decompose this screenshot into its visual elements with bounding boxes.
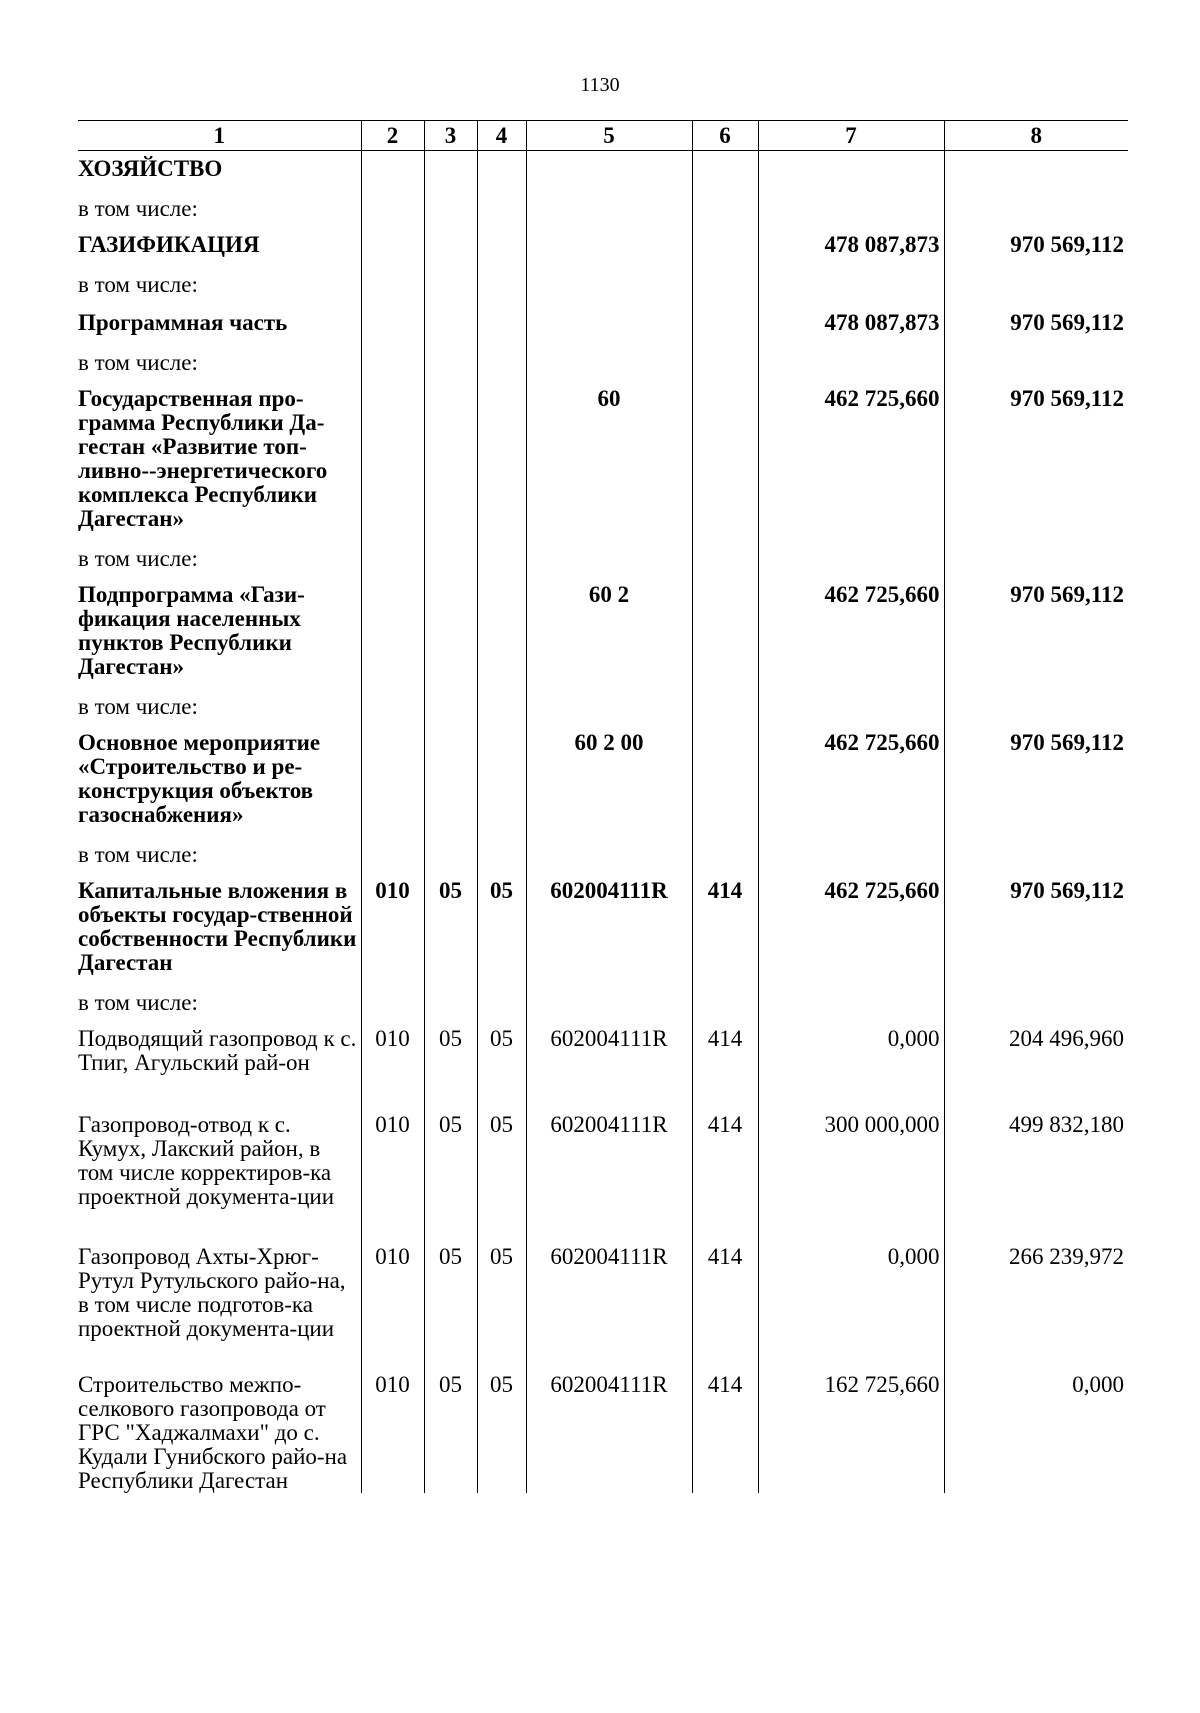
amount-7-cell <box>758 191 944 227</box>
row-name-cell: ГАЗИФИКАЦИЯ <box>78 231 260 257</box>
code-4-cell <box>477 725 526 837</box>
code-2-cell: 010 <box>361 1107 424 1239</box>
header-col-8: 8 <box>944 121 1128 151</box>
code-5-cell <box>526 267 692 305</box>
amount-8-cell: 266 239,972 <box>944 1239 1128 1367</box>
code-3-cell <box>424 151 477 191</box>
code-3-cell: 05 <box>424 1021 477 1107</box>
code-5-cell: 602004111R <box>526 1239 692 1367</box>
code-6-cell <box>692 191 758 227</box>
code-3-cell: 05 <box>424 873 477 985</box>
table-row <box>78 381 1128 541</box>
table-row <box>78 227 1128 267</box>
amount-7-cell <box>758 267 944 305</box>
table-row <box>78 577 1128 689</box>
table-row <box>78 541 1128 577</box>
code-6-cell <box>692 151 758 191</box>
code-4-cell <box>477 227 526 267</box>
code-3-cell: 05 <box>424 1107 477 1239</box>
amount-8-cell: 970 569,112 <box>944 381 1128 541</box>
amount-7-cell: 462 725,660 <box>758 873 944 985</box>
amount-8-cell: 970 569,112 <box>944 725 1128 837</box>
amount-8-cell <box>944 267 1128 305</box>
amount-7-cell: 478 087,873 <box>758 227 944 267</box>
code-4-cell <box>477 191 526 227</box>
code-3-cell <box>424 191 477 227</box>
header-col-4: 4 <box>477 121 526 151</box>
amount-7-cell <box>758 541 944 577</box>
code-6-cell <box>692 541 758 577</box>
amount-7-cell: 462 725,660 <box>758 381 944 541</box>
code-5-cell <box>526 541 692 577</box>
table-body <box>78 151 1128 1493</box>
table-row <box>78 1021 1128 1107</box>
code-4-cell: 05 <box>477 1239 526 1367</box>
table-header-row <box>78 121 1128 151</box>
code-3-cell <box>424 837 477 873</box>
header-col-6: 6 <box>692 121 758 151</box>
code-5-cell: 602004111R <box>526 1021 692 1107</box>
code-4-cell <box>477 985 526 1021</box>
code-5-cell <box>526 345 692 381</box>
code-3-cell: 05 <box>424 1239 477 1367</box>
amount-7-cell: 0,000 <box>758 1021 944 1107</box>
row-name-cell: Государственная про-грамма Республики Да-гестан «Развитие топ-ливно--энергетического комплекса Республики Дагестан» <box>78 385 328 531</box>
header-col-2: 2 <box>361 121 424 151</box>
table-row <box>78 1239 1128 1367</box>
amount-7-cell <box>758 837 944 873</box>
budget-table <box>78 120 1128 1493</box>
code-6-cell <box>692 267 758 305</box>
code-6-cell <box>692 345 758 381</box>
header-col-1: 1 <box>78 121 361 151</box>
code-5-cell <box>526 227 692 267</box>
table-row <box>78 345 1128 381</box>
amount-7-cell <box>758 985 944 1021</box>
code-4-cell <box>477 541 526 577</box>
header-col-5: 5 <box>526 121 692 151</box>
code-2-cell <box>361 577 424 689</box>
page-number: 1130 <box>580 74 620 96</box>
amount-8-cell: 970 569,112 <box>944 305 1128 345</box>
code-6-cell <box>692 227 758 267</box>
code-6-cell: 414 <box>692 1239 758 1367</box>
code-6-cell: 414 <box>692 1367 758 1493</box>
row-name-cell: Программная часть <box>78 309 288 335</box>
table-row <box>78 1107 1128 1239</box>
code-6-cell <box>692 577 758 689</box>
code-2-cell: 010 <box>361 873 424 985</box>
code-2-cell <box>361 837 424 873</box>
table-row <box>78 837 1128 873</box>
code-6-cell <box>692 305 758 345</box>
amount-8-cell: 970 569,112 <box>944 227 1128 267</box>
code-3-cell <box>424 267 477 305</box>
code-2-cell <box>361 191 424 227</box>
code-3-cell <box>424 985 477 1021</box>
code-2-cell <box>361 227 424 267</box>
table-row <box>78 305 1128 345</box>
amount-8-cell: 499 832,180 <box>944 1107 1128 1239</box>
code-4-cell <box>477 381 526 541</box>
code-3-cell: 05 <box>424 1367 477 1493</box>
amount-8-cell <box>944 151 1128 191</box>
code-4-cell: 05 <box>477 1367 526 1493</box>
code-2-cell: 010 <box>361 1021 424 1107</box>
row-name-cell: Капитальные вложения в объекты государ-ственной собственности Республики Дагестан <box>78 877 357 975</box>
row-name-cell: Подводящий газопровод к с. Тпиг, Агульский рай-он <box>78 1025 357 1075</box>
code-5-cell <box>526 151 692 191</box>
code-2-cell: 010 <box>361 1239 424 1367</box>
amount-7-cell: 162 725,660 <box>758 1367 944 1493</box>
code-4-cell <box>477 267 526 305</box>
row-name-cell: Газопровод-отвод к с. Кумух, Лакский район, в том числе корректиров-ка проектной документа-ции <box>78 1111 335 1209</box>
row-name-cell: Подпрограмма «Гази-фикация населенных пунктов Республики Дагестан» <box>78 581 305 679</box>
code-6-cell: 414 <box>692 873 758 985</box>
table-row <box>78 1367 1128 1493</box>
code-2-cell <box>361 267 424 305</box>
code-2-cell <box>361 541 424 577</box>
row-name-cell: ХОЗЯЙСТВО <box>78 156 223 181</box>
code-6-cell <box>692 381 758 541</box>
amount-7-cell: 462 725,660 <box>758 577 944 689</box>
amount-8-cell: 204 496,960 <box>944 1021 1128 1107</box>
code-5-cell <box>526 191 692 227</box>
code-3-cell <box>424 577 477 689</box>
table-row <box>78 689 1128 725</box>
row-name-cell: в том числе: <box>78 349 198 375</box>
code-4-cell <box>477 689 526 725</box>
code-5-cell: 60 2 <box>526 577 692 689</box>
amount-8-cell: 0,000 <box>944 1367 1128 1493</box>
code-5-cell: 602004111R <box>526 1367 692 1493</box>
code-2-cell <box>361 725 424 837</box>
amount-7-cell: 462 725,660 <box>758 725 944 837</box>
amount-8-cell: 970 569,112 <box>944 873 1128 985</box>
code-5-cell <box>526 305 692 345</box>
code-3-cell <box>424 305 477 345</box>
code-3-cell <box>424 725 477 837</box>
row-name-cell: в том числе: <box>78 841 198 867</box>
table-row <box>78 725 1128 837</box>
table-row <box>78 151 1128 191</box>
code-3-cell <box>424 381 477 541</box>
table-row <box>78 191 1128 227</box>
code-6-cell: 414 <box>692 1107 758 1239</box>
code-4-cell <box>477 345 526 381</box>
code-5-cell <box>526 689 692 725</box>
code-3-cell <box>424 541 477 577</box>
amount-8-cell <box>944 541 1128 577</box>
amount-8-cell <box>944 191 1128 227</box>
code-6-cell <box>692 725 758 837</box>
code-4-cell <box>477 577 526 689</box>
code-4-cell <box>477 151 526 191</box>
code-4-cell: 05 <box>477 873 526 985</box>
row-name-cell: в том числе: <box>78 693 198 719</box>
row-name-cell: в том числе: <box>78 989 198 1015</box>
code-5-cell <box>526 985 692 1021</box>
code-4-cell: 05 <box>477 1021 526 1107</box>
code-2-cell <box>361 381 424 541</box>
code-4-cell <box>477 837 526 873</box>
table-row <box>78 985 1128 1021</box>
table-row <box>78 873 1128 985</box>
code-6-cell <box>692 837 758 873</box>
amount-7-cell: 478 087,873 <box>758 305 944 345</box>
header-col-7: 7 <box>758 121 944 151</box>
row-name-cell: в том числе: <box>78 195 198 221</box>
row-name-cell: Газопровод Ахты-Хрюг-Рутул Рутульского райо-на, в том числе подготов-ка проектной документа-ции <box>78 1243 346 1341</box>
code-6-cell: 414 <box>692 1021 758 1107</box>
code-3-cell <box>424 345 477 381</box>
row-name-cell: в том числе: <box>78 545 198 571</box>
row-name-cell: Основное мероприятие «Строительство и ре-конструкция объектов газоснабжения» <box>78 729 321 827</box>
code-6-cell <box>692 689 758 725</box>
amount-7-cell <box>758 345 944 381</box>
code-5-cell: 602004111R <box>526 873 692 985</box>
amount-7-cell: 300 000,000 <box>758 1107 944 1239</box>
table-row <box>78 267 1128 305</box>
code-5-cell: 60 2 00 <box>526 725 692 837</box>
amount-8-cell <box>944 985 1128 1021</box>
code-2-cell <box>361 689 424 725</box>
amount-8-cell <box>944 837 1128 873</box>
code-4-cell: 05 <box>477 1107 526 1239</box>
code-4-cell <box>477 305 526 345</box>
code-3-cell <box>424 227 477 267</box>
row-name-cell: Строительство межпо-селкового газопровода от ГРС "Хаджалмахи" до с. Кудали Гунибского райо-на Республики Дагестан <box>78 1371 348 1493</box>
row-name-cell: в том числе: <box>78 271 198 297</box>
header-col-3: 3 <box>424 121 477 151</box>
code-3-cell <box>424 689 477 725</box>
code-5-cell: 602004111R <box>526 1107 692 1239</box>
code-2-cell: 010 <box>361 1367 424 1493</box>
amount-7-cell <box>758 151 944 191</box>
amount-8-cell <box>944 689 1128 725</box>
code-2-cell <box>361 305 424 345</box>
code-2-cell <box>361 345 424 381</box>
code-5-cell <box>526 837 692 873</box>
amount-8-cell <box>944 345 1128 381</box>
amount-8-cell: 970 569,112 <box>944 577 1128 689</box>
code-2-cell <box>361 151 424 191</box>
code-6-cell <box>692 985 758 1021</box>
code-5-cell: 60 <box>526 381 692 541</box>
code-2-cell <box>361 985 424 1021</box>
amount-7-cell: 0,000 <box>758 1239 944 1367</box>
amount-7-cell <box>758 689 944 725</box>
